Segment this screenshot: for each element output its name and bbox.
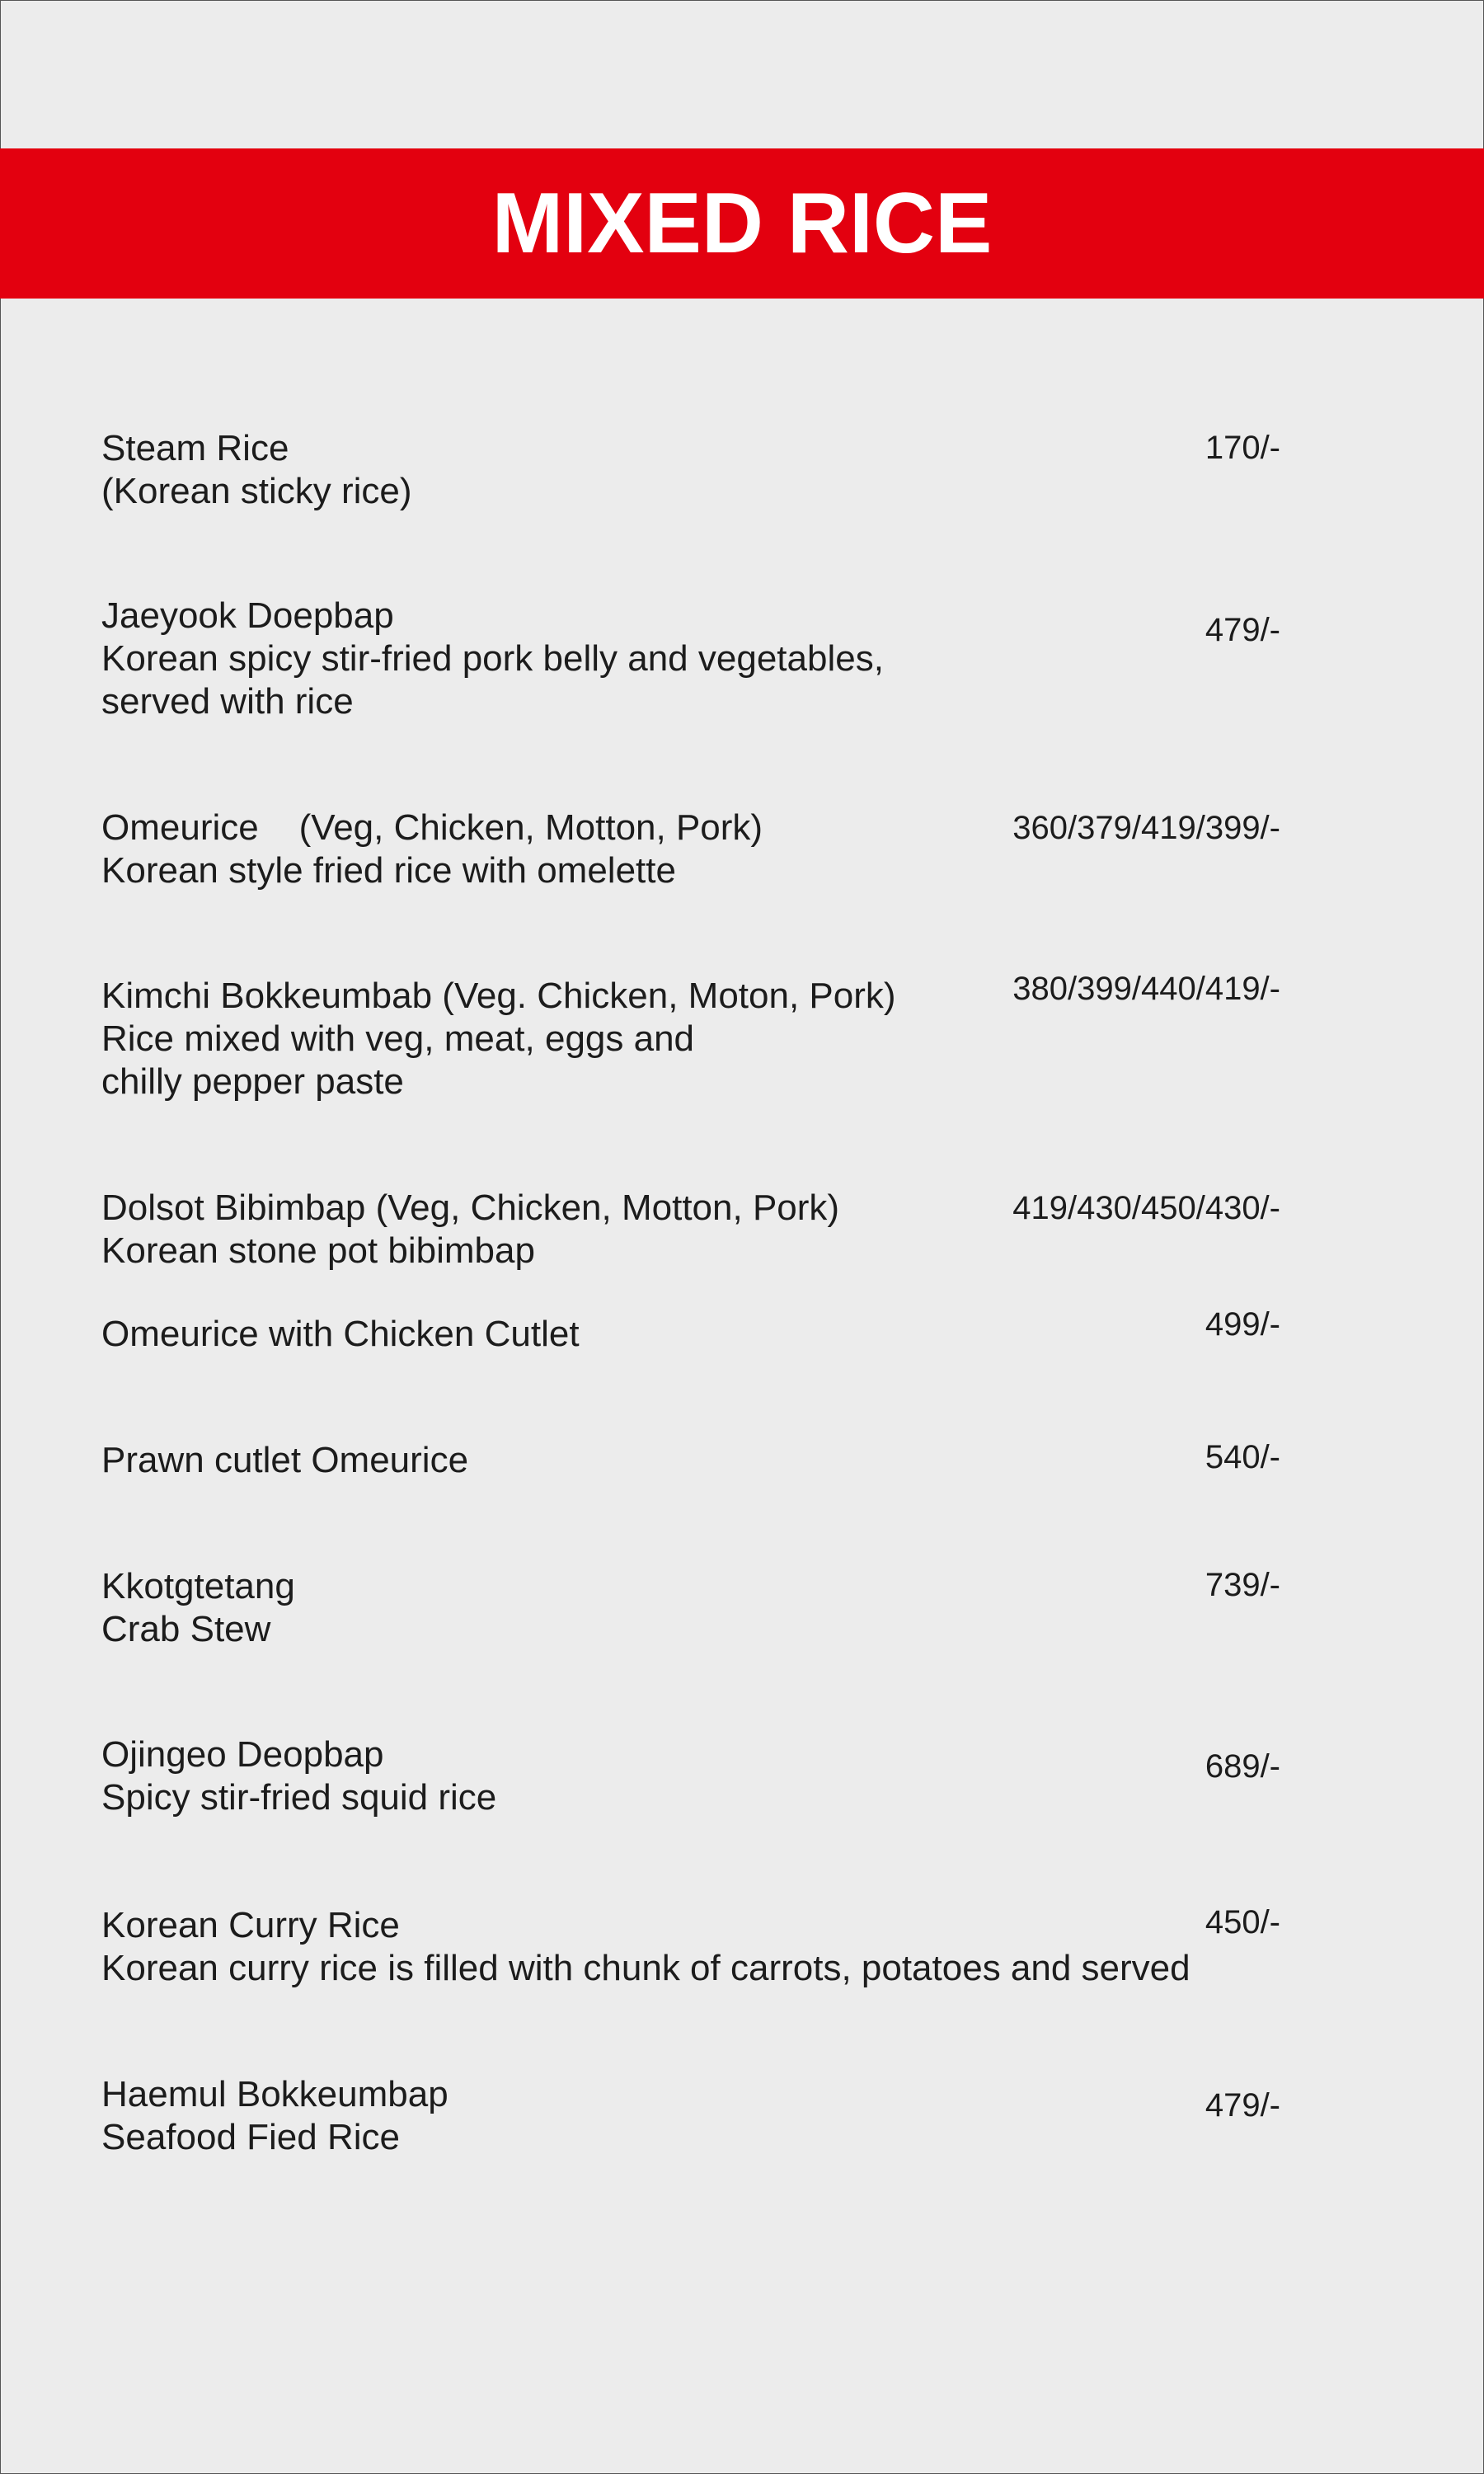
item-price: 380/399/440/419/-: [1012, 971, 1280, 1007]
item-description: (Korean sticky rice): [101, 471, 412, 511]
item-price: 479/-: [1205, 2087, 1280, 2124]
item-price: 689/-: [1205, 1748, 1280, 1785]
item-description: chilly pepper paste: [101, 1061, 404, 1102]
menu-item: [101, 971, 1280, 1103]
menu-item: [101, 1565, 1280, 1651]
menu-item: [101, 1187, 1280, 1272]
item-price: 450/-: [1205, 1904, 1280, 1940]
item-price: 170/-: [1205, 430, 1280, 466]
item-description: Korean curry rice is filled with chunk of carrots, potatoes and served: [101, 1948, 1190, 1988]
item-price: 540/-: [1205, 1439, 1280, 1475]
item-description: Rice mixed with veg, meat, eggs and: [101, 1018, 695, 1059]
item-price: 739/-: [1205, 1567, 1280, 1603]
item-price: 499/-: [1205, 1306, 1280, 1343]
item-name: Haemul Bokkeumbap: [101, 2074, 448, 2114]
item-name: Omeurice with Chicken Cutlet: [101, 1314, 580, 1354]
section-header-band: [0, 148, 1484, 299]
item-description: Korean style fried rice with omelette: [101, 850, 676, 891]
menu-item: [101, 595, 1280, 723]
item-description: Korean spicy stir-fried pork belly and vegetables,: [101, 638, 884, 679]
item-description: Korean stone pot bibimbap: [101, 1230, 535, 1271]
item-description: Spicy stir-fried squid rice: [101, 1777, 497, 1818]
item-price: 479/-: [1205, 612, 1280, 648]
item-name: Korean Curry Rice: [101, 1905, 400, 1945]
item-price: 419/430/450/430/-: [1012, 1190, 1280, 1226]
item-name: Jaeyook Doepbap: [101, 595, 394, 636]
item-name: Dolsot Bibimbap (Veg, Chicken, Motton, Pork): [101, 1188, 840, 1228]
item-description: Crab Stew: [101, 1609, 271, 1649]
item-price: 360/379/419/399/-: [1012, 810, 1280, 846]
item-name: Kimchi Bokkeumbab (Veg. Chicken, Moton, Pork): [101, 976, 896, 1016]
item-description: Seafood Fied Rice: [101, 2117, 400, 2157]
item-name: Kkotgtetang: [101, 1566, 295, 1606]
menu-item: [101, 807, 1280, 892]
section-title: MIXED RICE: [491, 175, 993, 271]
menu-item: [101, 1733, 1280, 1819]
item-description: served with rice: [101, 681, 354, 722]
item-name: Omeurice (Veg, Chicken, Motton, Pork): [101, 807, 763, 848]
menu-item: [101, 1439, 1280, 1482]
menu-item: [101, 427, 1280, 513]
item-name: Steam Rice: [101, 428, 289, 468]
menu-item: [101, 1904, 1280, 1990]
item-name: Prawn cutlet Omeurice: [101, 1440, 469, 1480]
menu-item: [101, 1306, 1280, 1356]
menu-item: [101, 2073, 1280, 2159]
item-name: Ojingeo Deopbap: [101, 1734, 384, 1775]
